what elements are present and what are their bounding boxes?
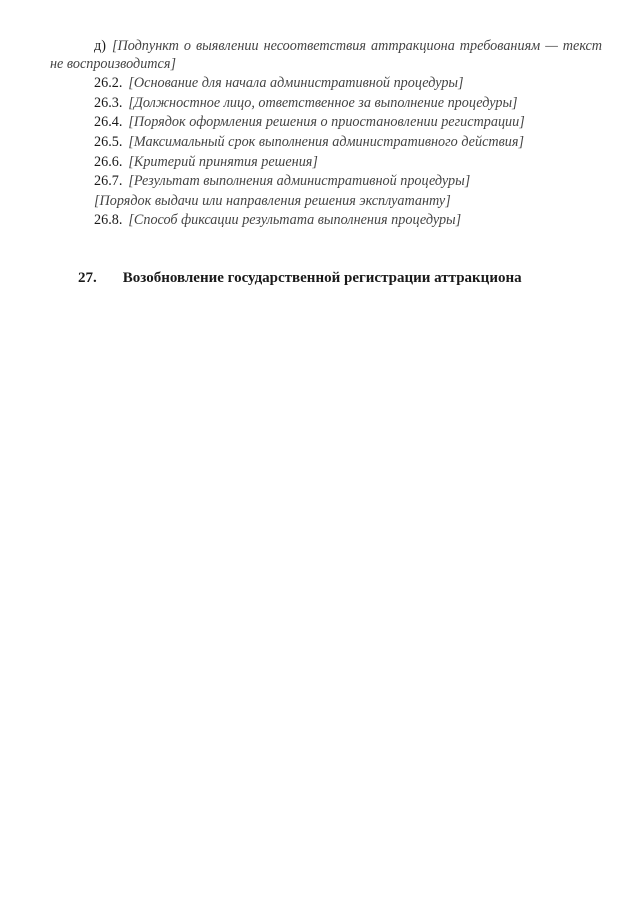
paragraph-text: [Основание для начала административной процедуры] <box>128 75 464 92</box>
paragraph-text: [Максимальный срок выполнения административного действия] <box>128 133 524 150</box>
paragraph-text: [Результат выполнения административной процедуры] <box>128 173 471 190</box>
paragraph-number: 26.3. <box>94 94 123 111</box>
paragraph <box>50 173 602 191</box>
paragraph-number: 26.2. <box>94 75 123 92</box>
paragraph-text: [Способ фиксации результата выполнения процедуры] <box>128 212 462 229</box>
section-heading <box>50 270 602 288</box>
paragraph-number: 26.4. <box>94 114 123 131</box>
paragraph <box>50 114 602 132</box>
paragraph-number: 26.7. <box>94 173 123 190</box>
document-page <box>50 38 602 288</box>
paragraph <box>50 212 602 230</box>
paragraph <box>50 134 602 152</box>
paragraph-number: 26.8. <box>94 212 123 229</box>
paragraph-text: [Должностное лицо, ответственное за выполнение процедуры] <box>128 94 518 111</box>
paragraph <box>50 75 602 93</box>
paragraph-number: 26.5. <box>94 133 123 150</box>
section-title: Возобновление государственной регистрации аттракциона <box>122 269 522 286</box>
paragraph-text: [Критерий принятия решения] <box>128 153 318 170</box>
paragraph-list <box>50 38 602 230</box>
paragraph-text: [Подпункт о выявлении несоответствия аттракциона требованиям — текст не воспроизводится] <box>50 38 602 72</box>
paragraph-number: д) <box>94 38 106 54</box>
section-number: 27. <box>78 269 97 286</box>
paragraph <box>50 95 602 113</box>
paragraph-number: 26.6. <box>94 153 123 170</box>
paragraph <box>50 154 602 172</box>
paragraph-text: [Порядок оформления решения о приостановлении регистрации] <box>128 114 525 131</box>
paragraph <box>50 38 602 73</box>
paragraph-text: [Порядок выдачи или направления решения эксплуатанту] <box>94 192 451 209</box>
paragraph <box>50 193 602 211</box>
